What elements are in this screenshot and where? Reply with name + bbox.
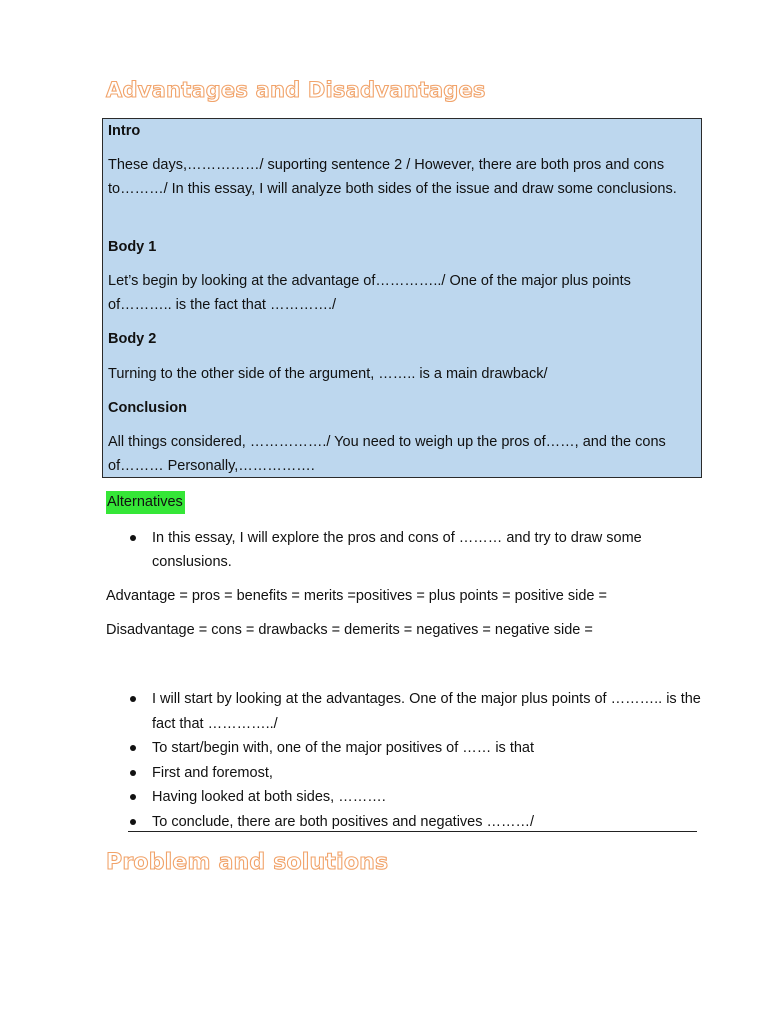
list-item [128,761,703,786]
phrases-list [128,687,703,834]
list-item-text: To conclude, there are both positives and negatives ………/ [152,813,535,830]
conclusion-text: All things considered, ……………./ You need to weigh up the pros of……, and the cons of……… Personally,……………. [108,434,666,474]
body2-title: Body 2 [108,331,157,347]
intro-title: Intro [108,123,141,139]
bullet-icon [130,794,136,800]
list-item [128,687,703,736]
bullet-icon [130,819,136,825]
bullet-icon [130,745,136,751]
list-item [128,785,703,810]
bullet-icon [130,696,136,702]
section-heading-problem-solutions: Problem and solutions [106,850,389,875]
divider-line [128,831,697,832]
list-item [128,526,703,574]
section-heading-advantages: Advantages and Disadvantages [106,78,486,102]
list-item [128,736,703,761]
body1-text: Let’s begin by looking at the advantage of…………../ One of the major plus points of……….. is the fact that …………./ [108,273,631,313]
body1-title: Body 1 [108,239,157,255]
list-item-text: To start/begin with, one of the major positives of …… is that [152,740,535,756]
conclusion-title: Conclusion [108,400,187,416]
list-item-text: In this essay, I will explore the pros and cons of ……… and try to draw some conslusions. [152,530,642,570]
disadvantage-synonyms: Disadvantage = cons = drawbacks = demerits = negatives = negative side = [106,622,593,638]
list-item-text: I will start by looking at the advantages. One of the major plus points of ……….. is the fact that …………../ [152,691,701,732]
advantage-synonyms: Advantage = pros = benefits = merits =positives = plus points = positive side = [106,588,607,604]
alternatives-label: Alternatives [106,491,185,514]
list-item-text: First and foremost, [152,764,273,781]
list-item-text: Having looked at both sides, ………. [152,789,386,805]
alternatives-list [128,526,703,574]
bullet-icon [130,535,136,541]
essay-template-box [102,118,702,478]
bullet-icon [130,770,136,776]
intro-text: These days,……………/ suporting sentence 2 / However, there are both pros and cons to………/ In this essay, I will analyze both sides of the issue and draw some conclusions. [108,157,677,197]
body2-text: Turning to the other side of the argument, …….. is a main drawback/ [108,366,548,382]
